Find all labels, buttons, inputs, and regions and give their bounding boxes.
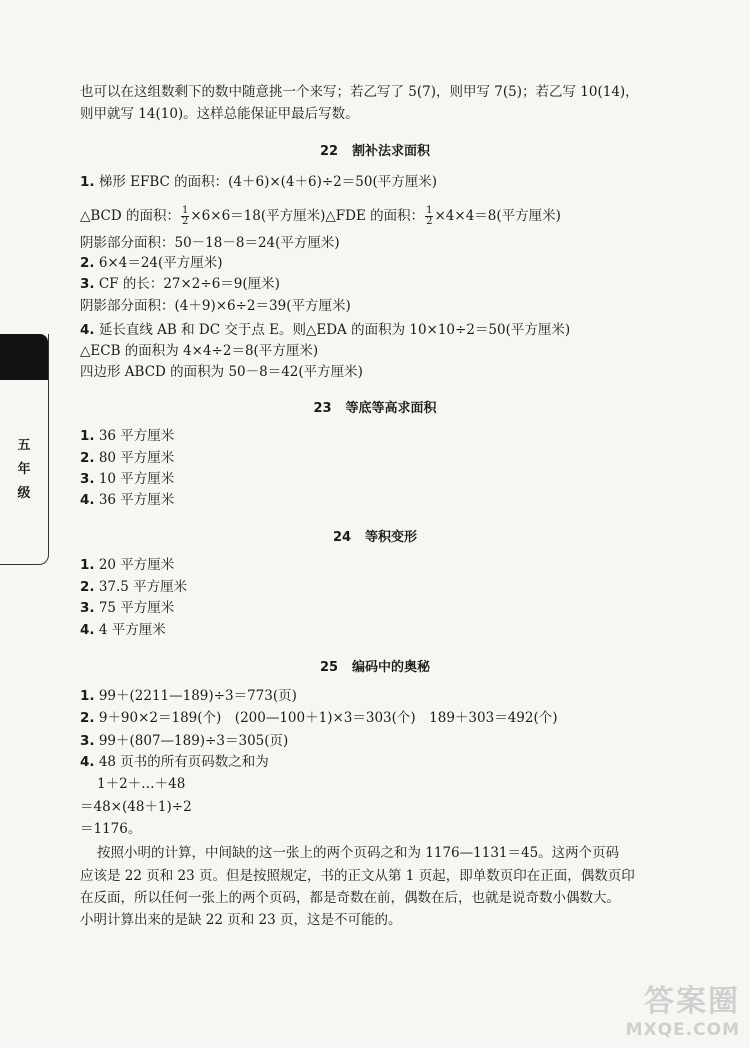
calc-line-1: 1＋2＋…＋48 (97, 776, 186, 792)
section-24-heading (0, 526, 750, 545)
item-number: 4. (80, 492, 95, 508)
answer-text: △BCD 的面积： (80, 208, 180, 224)
fraction-one-half: $\frac{1}{2}$ (426, 205, 433, 227)
section-25-heading (0, 656, 750, 675)
item-number: 2. (80, 255, 95, 271)
answer-text: 延长直线 AB 和 DC 交于点 E。则△EDA 的面积为 10×10÷2＝50(平方厘米) (98, 322, 571, 338)
item-number: 4. (80, 754, 95, 770)
item-number: 1. (80, 557, 95, 573)
answer-25-2 (80, 708, 558, 728)
item-number: 3. (80, 600, 95, 616)
answer-text: 99＋(2211—189)÷3＝773(页) (98, 688, 297, 704)
fraction-one-half: $\frac{1}{2}$ (182, 205, 189, 227)
calc-line-3: ＝1176。 (80, 821, 142, 837)
intro-line-1: 也可以在这组数剩下的数中随意挑一个来写；若乙写了 5(7)，则甲写 7(5)；若乙写 10(14)， (80, 84, 639, 100)
answer-text: 4 平方厘米 (98, 622, 166, 638)
answer-text: 36 平方厘米 (98, 428, 175, 444)
item-number: 4. (80, 622, 95, 638)
answer-25-4 (80, 752, 269, 772)
answer-22-3b: 阴影部分面积：(4＋9)×6÷2＝39(平方厘米) (80, 298, 351, 314)
explanation-line-2: 应该是 22 页和 23 页。但是按照规定，书的正文从第 1 页起，即单数页印在正面，偶数页印 (80, 868, 635, 884)
section-number: 24 (332, 530, 352, 545)
item-number: 1. (80, 688, 95, 704)
answer-text: 梯形 EFBC 的面积：(4＋6)×(4＋6)÷2＝50(平方厘米) (98, 174, 437, 190)
item-number: 2. (80, 579, 95, 595)
item-number: 3. (80, 276, 95, 292)
section-number: 25 (319, 660, 339, 675)
answer-text: 48 页书的所有页码数之和为 (98, 754, 269, 770)
explanation-line-1: 按照小明的计算，中间缺的这一张上的两个页码之和为 1176—1131＝45。这两个页码 (97, 845, 620, 861)
answer-25-3 (80, 731, 288, 751)
answer-text: ×4×4＝8(平方厘米) (434, 208, 561, 224)
item-number: 2. (80, 450, 95, 466)
answer-23-2 (80, 448, 174, 468)
answer-24-3 (80, 598, 174, 618)
answer-text: 37.5 平方厘米 (98, 579, 188, 595)
answer-22-3 (80, 274, 280, 294)
answer-22-1 (80, 172, 437, 192)
section-23-heading (0, 397, 750, 416)
grade-side-tab (0, 334, 49, 565)
answer-text: 6×4＝24(平方厘米) (98, 255, 223, 271)
answer-22-4b: △ECB 的面积为 4×4÷2＝8(平方厘米) (80, 343, 319, 359)
item-number: 2. (80, 710, 95, 726)
answer-24-4 (80, 620, 166, 640)
answer-text: 36 平方厘米 (98, 492, 175, 508)
item-number: 4. (80, 322, 95, 338)
answer-text: 9＋90×2＝189(个) (200—100＋1)×3＝303(个) 189＋303＝492(个) (98, 710, 558, 726)
section-title: 等积变形 (365, 530, 418, 545)
side-tab-black-block (0, 334, 48, 380)
answer-25-1 (80, 686, 297, 706)
grade-label: 五 年 级 (17, 438, 31, 501)
answer-text: 75 平方厘米 (98, 600, 175, 616)
answer-23-4 (80, 490, 174, 510)
answer-text: 99＋(807—189)÷3＝305(页) (98, 733, 289, 749)
answer-22-2 (80, 253, 223, 273)
item-number: 3. (80, 471, 95, 487)
item-number: 1. (80, 428, 95, 444)
answer-text: 80 平方厘米 (98, 450, 175, 466)
calc-line-2: ＝48×(48＋1)÷2 (80, 799, 192, 815)
answer-22-4c: 四边形 ABCD 的面积为 50－8＝42(平方厘米) (80, 364, 363, 380)
answer-text: 20 平方厘米 (98, 557, 175, 573)
explanation-line-3: 在反面，所以任何一张上的两个页码，都是奇数在前，偶数在后，也就是说奇数小偶数大。 (80, 890, 620, 906)
answer-22-1c: 阴影部分面积：50－18－8＝24(平方厘米) (80, 235, 340, 251)
answer-24-2 (80, 577, 187, 597)
section-number: 23 (313, 401, 332, 416)
explanation-line-4: 小明计算出来的是缺 22 页和 23 页，这是不可能的。 (80, 912, 402, 928)
section-number: 22 (319, 144, 339, 159)
section-title: 编码中的奥秘 (352, 660, 431, 675)
section-title: 等底等高求面积 (345, 401, 437, 416)
intro-line-2: 则甲就写 14(10)。这样总能保证甲最后写数。 (80, 106, 359, 122)
answer-23-3 (80, 469, 174, 489)
answer-24-1 (80, 555, 174, 575)
answer-23-1 (80, 426, 174, 446)
section-22-heading (0, 140, 750, 159)
answer-text: ×6×6＝18(平方厘米)△FDE 的面积： (190, 208, 425, 224)
item-number: 3. (80, 733, 95, 749)
answer-22-1b (80, 203, 561, 229)
item-number: 1. (80, 174, 95, 190)
section-title: 割补法求面积 (352, 144, 431, 159)
watermark-logo: 答案圈 MXQE.COM (625, 984, 740, 1040)
answer-text: CF 的长：27×2÷6＝9(厘米) (98, 276, 280, 292)
answer-22-4 (80, 320, 570, 340)
answer-text: 10 平方厘米 (98, 471, 175, 487)
